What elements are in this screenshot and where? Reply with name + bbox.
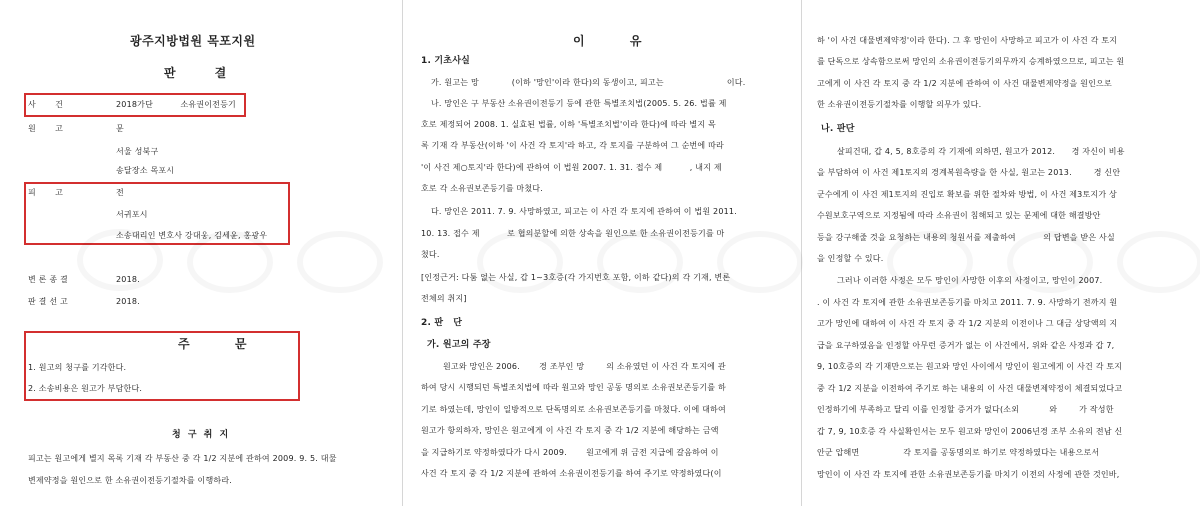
judgment-heading: 2. 판 단	[421, 318, 463, 328]
defendant-counsel: 소송대리인 변호사 강대웅, 김세윤, 홍광우	[116, 231, 268, 240]
paragraph-line: 망인이 이 사건 각 토지에 관한 소유권보존등기를 마치기 이전의 사정에 관한 것인바,	[817, 470, 1120, 479]
claim-line: 피고는 원고에게 별지 목록 기재 각 부동산 중 각 1/2 지분에 관하여 2009. 9. 5. 대물	[28, 454, 337, 463]
paragraph-line: 호로 각 소유권보존등기를 마쳤다.	[421, 184, 543, 193]
order-item: 2. 소송비용은 원고가 부담한다.	[28, 384, 143, 393]
paragraph-line: 갑 7, 9, 10호증 각 사실확인서는 모두 원고와 망인이 2006년경 조부 소유의 전남 신	[817, 427, 1123, 436]
paragraph-line: 군수에게 이 사건 제1토지의 진입로 확보를 위한 절차와 방법, 이 사건 제3토지가 상	[817, 190, 1117, 199]
paragraph-line: 을 인정할 수 있다.	[817, 254, 884, 263]
paragraph-line: 급을 요구하였음을 인정할 아무런 증거가 없는 이 사건에서, 위와 같은 사정과 갑 7,	[817, 341, 1115, 350]
case-value: 2018가단 소유권이전등기	[116, 100, 236, 109]
basic-facts-heading: 1. 기초사실	[421, 56, 470, 66]
document-page-2	[405, 0, 800, 506]
paragraph-line: 고에게 이 사건 각 토지 중 각 1/2 지분에 관하여 이 사건 대물변제약정을 원인으로	[817, 79, 1112, 88]
document-page-1	[0, 0, 400, 506]
case-label: 사 건	[28, 100, 64, 109]
paragraph-line: 쳤다.	[421, 250, 440, 259]
order-item: 1. 원고의 청구를 기각한다.	[28, 363, 127, 372]
court-name: 광주지방법원 목포지원	[130, 34, 256, 48]
document-page-3	[803, 0, 1200, 506]
paragraph-line: 인정하기에 부족하고 달리 이를 인정할 증거가 없다(소외 와 가 작성한	[817, 405, 1114, 414]
defendant-name: 전	[116, 188, 124, 197]
paragraph-line: 하 '이 사건 대물변제약정'이라 한다). 그 후 망인이 사망하고 피고가 이 사건 각 토지	[817, 36, 1118, 45]
judgment-date-label: 판 결 선 고	[28, 297, 68, 306]
paragraph-line: 호로 제정되어 2008. 1. 실효된 법률, 이하 '특별조치법'이라 한다)에 따라 별지 목	[421, 120, 716, 129]
order-title: 주 문	[178, 337, 249, 351]
defendant-highlight-box	[24, 182, 290, 245]
paragraph-line: 사건 각 토지 중 각 1/2 지분에 관하여 소유권이전등기를 하여 주기로 약정하였다(이	[421, 469, 722, 478]
case-highlight-box	[24, 93, 246, 117]
paragraph-line: 등을 강구해줄 것을 요청하는 내용의 청원서를 제출하여 의 답변을 받은 사실	[817, 233, 1115, 242]
plaintiff-label: 원 고	[28, 124, 64, 133]
paragraph-line: 하여 당시 시행되던 특별조치법에 따라 원고와 망인 공동 명의로 소유권보존등기를 하	[421, 383, 726, 392]
paragraph-line: 원고와 망인은 2006. 경 조부인 망 의 소유였던 이 사건 각 토지에 관	[443, 362, 726, 371]
paragraph-line: 록 기재 각 부동산(이하 '이 사건 각 토지'라 하고, 각 토지를 구분하여 그 순번에 따라	[421, 141, 724, 150]
paragraph-line: 가. 원고는 망 (이하 '망인'이라 한다)의 동생이고, 피고는 이다.	[431, 78, 746, 87]
claim-line: 변제약정을 원인으로 한 소유권이전등기절차를 이행하라.	[28, 476, 232, 485]
paragraph-line: 을 부담하여 이 사건 제1토지의 경계복원측량을 한 사실, 원고는 2013. 경 신안	[817, 168, 1121, 177]
paragraph-line: 고가 망인에 대하여 이 사건 각 토지 중 각 1/2 지분의 이전이나 그 대금 상당액의 지	[817, 319, 1118, 328]
plaintiff-service-address: 송달장소 목포시	[116, 166, 175, 175]
paragraph-line: '이 사건 제○토지'라 한다)에 관하여 이 법원 2007. 1. 31. 접수 제 , 내지 제	[421, 163, 722, 172]
judgment-date-value: 2018.	[116, 297, 140, 306]
paragraph-line: 중 각 1/2 지분을 이전하여 주기로 하는 내용의 이 사건 대물변제약정이 체결되었다고	[817, 384, 1123, 393]
paragraph-line: 나. 망인은 구 부동산 소유권이전등기 등에 관한 특별조치법(2005. 5. 26. 법률 제	[431, 99, 727, 108]
paragraph-line: 전체의 취지]	[421, 294, 467, 303]
plaintiff-name: 문	[116, 124, 124, 133]
hearing-end-value: 2018.	[116, 275, 140, 284]
paragraph-line: 살피건대, 갑 4, 5, 8호증의 각 기재에 의하면, 원고가 2012. 경 자신이 비용	[837, 147, 1125, 156]
paragraph-line: 한 소유권이전등기절차를 이행할 의무가 있다.	[817, 100, 982, 109]
paragraph-line: 을 지급하기로 약정하였다가 다시 2009. 원고에게 위 금전 지급에 갈음하여 이	[421, 448, 719, 457]
paragraph-line: 를 단독으로 상속함으로써 망인의 소유권이전등기의무까지 승계하였으므로, 피고는 원	[817, 57, 1125, 66]
reasons-title: 이 유	[573, 34, 644, 48]
paragraph-line: 9, 10호증의 각 기재만으로는 원고와 망인 사이에서 망인이 원고에게 이 사건 각 토지	[817, 362, 1123, 371]
paragraph-line: 수원보호구역으로 지정됨에 따라 소유권이 침해되고 있는 문제에 대한 해결방안	[817, 211, 1101, 220]
paragraph-line: 기로 하였는데, 망인이 일방적으로 단독명의로 소유권보존등기를 마쳤다. 이에 대하여	[421, 405, 726, 414]
plaintiff-claim-heading: 가. 원고의 주장	[427, 340, 491, 350]
hearing-end-label: 변 론 종 결	[28, 275, 68, 284]
page-separator	[402, 0, 403, 506]
paragraph-line: 다. 망인은 2011. 7. 9. 사망하였고, 피고는 이 사건 각 토지에 관하여 이 법원 2011.	[431, 207, 737, 216]
paragraph-line: 안군 압해면 각 토지를 공동명의로 하기로 약정하였다는 내용으로서	[817, 448, 1100, 457]
paragraph-line: 10. 13. 접수 제 로 협의분할에 의한 상속을 원인으로 한 소유권이전등기를 마	[421, 229, 725, 238]
claim-title: 청 구 취 지	[172, 430, 231, 440]
defendant-address: 서귀포시	[116, 210, 148, 219]
defendant-label: 피 고	[28, 188, 64, 197]
judgment-subheading: 나. 판단	[821, 124, 855, 134]
paragraph-line: [인정근거: 다툼 없는 사실, 갑 1~3호증(각 가지번호 포함, 이하 같다)의 각 기재, 변론	[421, 273, 731, 282]
order-highlight-box	[24, 331, 300, 401]
judgment-title: 판 결	[164, 66, 229, 80]
paragraph-line: . 이 사건 각 토지에 관한 소유권보존등기를 마치고 2011. 7. 9. 사망하기 전까지 원	[817, 298, 1118, 307]
paragraph-line: 그러나 이러한 사정은 모두 망인이 사망한 이후의 사정이고, 망인이 2007.	[837, 276, 1103, 285]
plaintiff-address: 서울 성북구	[116, 147, 159, 156]
paragraph-line: 원고가 항의하자, 망인은 원고에게 이 사건 각 토지 중 각 1/2 지분에 해당하는 금액	[421, 426, 719, 435]
page-separator	[801, 0, 802, 506]
